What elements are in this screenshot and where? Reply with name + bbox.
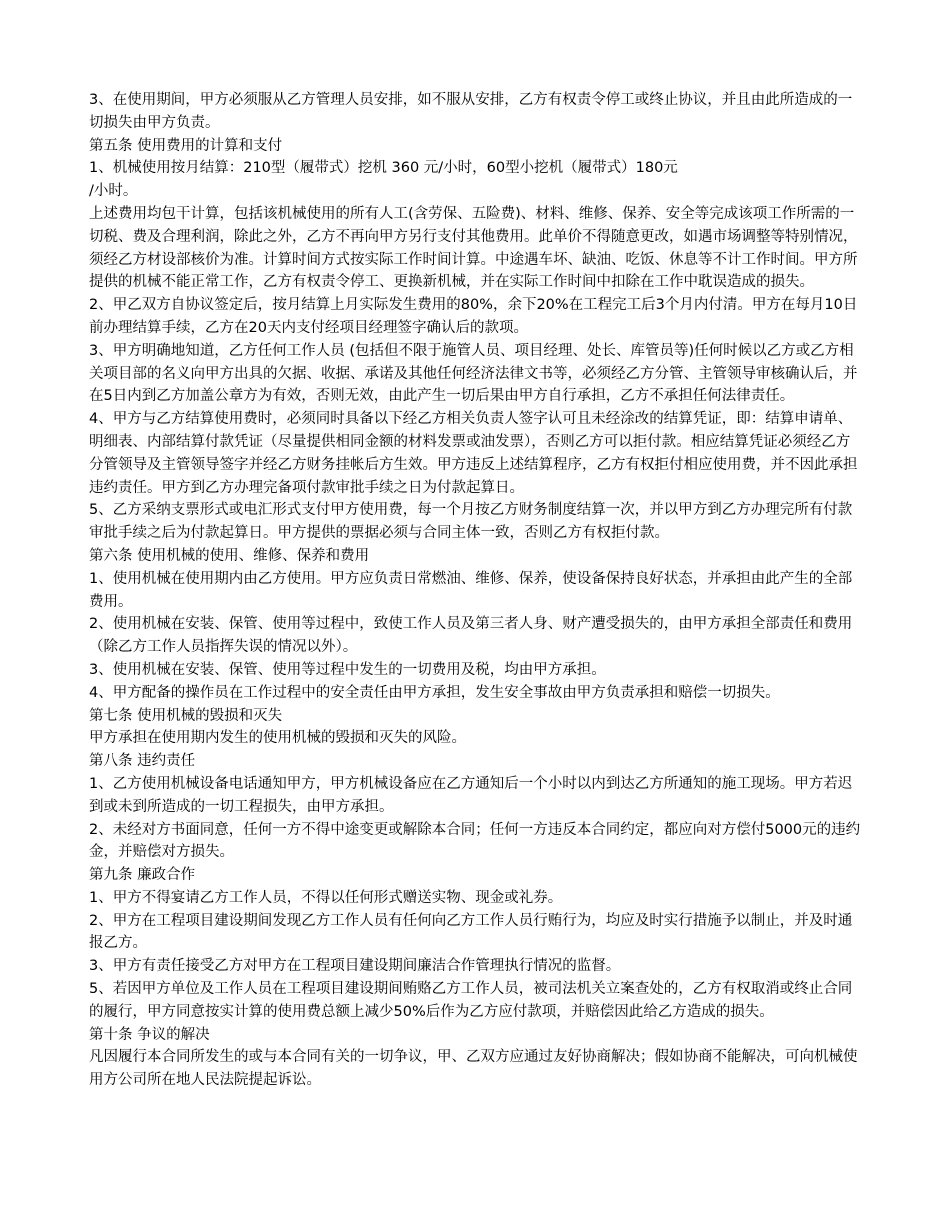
article-9-item-1: 1、甲方不得宴请乙方工作人员，不得以任何形式赠送实物、现金或礼券。 [89, 889, 563, 906]
article-9-heading: 第九条 廉政合作 [89, 867, 196, 884]
article-10-text: 凡因履行本合同所发生的或与本合同有关的一切争议，甲、乙双方应通过友好协商解决；假如协商不能解决，可向机械使用方公司所在地人民法院提起诉讼。 [89, 1049, 858, 1089]
article-10-heading: 第十条 争议的解决 [89, 1026, 210, 1043]
article-5-item-4: 4、甲方与乙方结算使用费时，必须同时具备以下经乙方相关负责人签字认可且未经涂改的结算凭证，即：结算申请单、明细表、内部结算付款凭证（尽量提供相同金额的材料发票或油发票），否则乙方可以拒付款。相应结算凭证必须经乙方分管领导及主管领导签字并经乙方财务挂帐后方生效。甲方违反上述结算程序，乙方有权拒付相应使用费，并不因此承担违约责任。甲方到乙方办理完备项付款审批手续之日为付款起算日。 [89, 411, 858, 496]
article-9-item-3: 3、甲方有责任接受乙方对甲方在工程项目建设期间廉洁合作管理执行情况的监督。 [89, 958, 621, 975]
article-5-fee-description: 上述费用均包干计算，包括该机械使用的所有人工(含劳保、五险费)、材料、维修、保养、安全等完成该项工作所需的一切税、费及合理利润，除此之外，乙方不再向甲方另行支付其他费用。此单价不得随意更改，如遇市场调整等特别情况，须经乙方材设部核价为准。计算时间方式按实际工作时间计算。中途遇车坏、缺油、吃饭、休息等不计工作时间。甲方所提供的机械不能正常工作，乙方有权责令停工、更换新机械，并在实际工作时间中扣除在工作中耽误造成的损失。 [89, 205, 858, 291]
article-5-item-2: 2、甲乙双方自协议签定后，按月结算上月实际发生费用的80%，余下20%在工程完工后3个月内付清。甲方在每月10日前办理结算手续，乙方在20天内支付经项目经理签字确认后的款项。 [89, 297, 858, 336]
article-7-heading: 第七条 使用机械的毁损和灭失 [89, 707, 283, 724]
article-9-item-2: 2、甲方在工程项目建设期间发现乙方工作人员有任何向乙方工作人员行贿行为，均应及时实行措施予以制止，并及时通报乙方。 [89, 912, 853, 952]
article-6-item-2: 2、使用机械在安装、保管、使用等过程中，致使工作人员及第三者人身、财产遭受损失的，由甲方承担全部责任和费用（除乙方工作人员指挥失误的情况以外）。 [89, 616, 853, 656]
article-6-item-1: 1、使用机械在使用期内由乙方使用。甲方应负责日常燃油、维修、保养，使设备保持良好状态，并承担由此产生的全部费用。 [89, 570, 853, 610]
article-6-item-3: 3、使用机械在安装、保管、使用等过程中发生的一切费用及税，均由甲方承担。 [89, 661, 606, 678]
contract-page [89, 89, 861, 1092]
article-7-text: 甲方承担在使用期内发生的使用机械的毁损和灭失的风险。 [89, 730, 466, 747]
clause-4-item-3: 3、在使用期间，甲方必须服从乙方管理人员安排，如不服从安排，乙方有权责令停工或终止协议，并且由此所造成的一切损失由甲方负责。 [89, 92, 853, 131]
article-9-item-5: 5、若因甲方单位及工作人员在工程项目建设期间贿赂乙方工作人员，被司法机关立案查处的，乙方有权取消或终止合同的履行，甲方同意按实计算的使用费总额上减少50%后作为乙方应付款项，并赔偿因此给乙方造成的损失。 [89, 981, 853, 1020]
article-6-heading: 第六条 使用机械的使用、维修、保养和费用 [89, 547, 370, 564]
article-8-item-1: 1、乙方使用机械设备电话通知甲方，甲方机械设备应在乙方通知后一个小时以内到达乙方所通知的施工现场。甲方若迟到或未到所造成的一切工程损失，由甲方承担。 [89, 775, 853, 815]
article-8-heading: 第八条 违约责任 [89, 753, 196, 770]
article-5-heading: 第五条 使用费用的计算和支付 [89, 137, 283, 154]
article-6-item-4: 4、甲方配备的操作员在工作过程中的安全责任由甲方承担，发生安全事故由甲方负责承担和赔偿一切损失。 [89, 684, 780, 701]
article-5-item-3: 3、甲方明确地知道，乙方任何工作人员 (包括但不限于施管人员、项目经理、处长、库管员等)任何时候以乙方或乙方相关项目部的名义向甲方出具的欠据、收据、承诺及其他任何经济法律文书等，必须经乙方分管、主管领导审核确认后，并在5日内到乙方加盖公章方为有效，否则无效，由此产生一切后果由甲方自行承担，乙方不承担任何法律责任。 [89, 342, 858, 405]
article-8-item-2: 2、未经对方书面同意，任何一方不得中途变更或解除本合同；任何一方违反本合同约定，都应向对方偿付5000元的违约金，并赔偿对方损失。 [89, 821, 861, 861]
article-5-item-5: 5、乙方采纳支票形式或电汇形式支付甲方使用费，每一个月按乙方财务制度结算一次，并以甲方到乙方办理完所有付款审批手续之后为付款起算日。甲方提供的票据必须与合同主体一致，否则乙方有权拒付款。 [89, 502, 853, 542]
article-5-item-1: 1、机械使用按月结算：210型（履带式）挖机 360 元/小时，60型小挖机（履带式）180元 /小时。 [89, 160, 678, 200]
